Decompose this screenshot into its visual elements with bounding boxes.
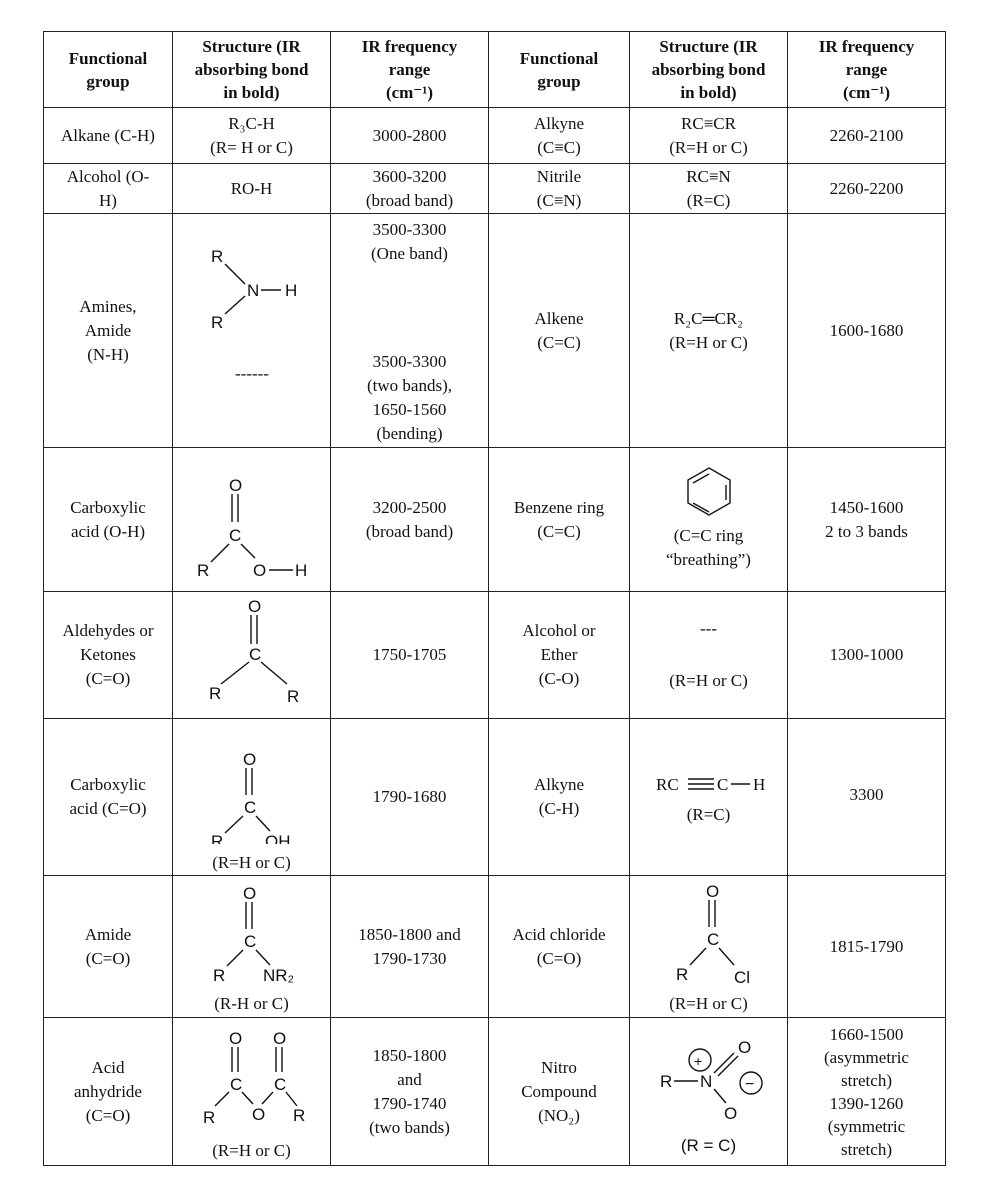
structure-cell (630, 108, 788, 164)
table-row (44, 719, 946, 876)
atom-label: C (229, 1075, 242, 1094)
atom-label: O (247, 597, 261, 616)
group-cell: Aldehydes or Ketones (C=O) (44, 592, 173, 719)
bond-line (256, 816, 270, 831)
atom-label: R (292, 1106, 305, 1125)
group-cell: Alkyne (C≡C) (489, 108, 630, 164)
ir-frequency-table (43, 31, 946, 1166)
frequency-two-bands: 3500-3300 (two bands), 1650-1560 (bending) (367, 352, 452, 443)
table-row (44, 448, 946, 592)
group-cell: Benzene ring (C=C) (489, 448, 630, 592)
atom-label: R (196, 561, 209, 580)
header-functional-group-2: Functional group (489, 32, 630, 108)
charge-label: − (744, 1076, 754, 1093)
structure-cell (630, 448, 788, 592)
group-cell: Carboxylic acid (O-H) (44, 448, 173, 592)
structure-note: (R=H or C) (669, 671, 748, 690)
group-cell: Alkene (C=C) (489, 214, 630, 448)
structure-cell (630, 164, 788, 214)
atom-label: OH (264, 832, 290, 844)
bond-line (690, 948, 706, 965)
frequency-cell: 1600-1680 (788, 214, 946, 448)
structure-note: (C=C ring “breathing”) (666, 526, 751, 569)
bond-line (225, 264, 245, 284)
structure-cell (630, 719, 788, 876)
structure-note: (R=H or C) (212, 853, 291, 872)
frequency-one-band: 3500-3300 (One band) (371, 220, 448, 263)
structure-cell (173, 448, 331, 592)
group-cell: Amines, Amide (N-H) (44, 214, 173, 448)
atom-label: R (210, 247, 223, 266)
group-cell: Alkane (C-H) (44, 108, 173, 164)
structure-cell (173, 719, 331, 876)
terminal-alkyne-drawing (634, 768, 784, 796)
table-row (44, 592, 946, 719)
frequency-cell (331, 214, 489, 448)
header-structure-1: Structure (IR absorbing bond in bold) (173, 32, 331, 108)
atom-label: O (242, 884, 256, 903)
charge-label: + (693, 1053, 702, 1069)
atom-label: O (228, 476, 242, 495)
frequency-cell: 1660-1500 (asymmetric stretch) 1390-1260 (symmetric stretch) (788, 1018, 946, 1166)
bond-line (256, 950, 270, 965)
table-row (44, 164, 946, 214)
structure-note: (R=H or C) (669, 137, 748, 157)
atom-label: H (752, 774, 765, 794)
atom-label: C (706, 930, 719, 949)
structure-note: (R=H or C) (669, 994, 748, 1013)
atom-label: R (210, 832, 223, 844)
atom-label: RC (655, 774, 679, 794)
structure-dash: --- (700, 619, 717, 638)
group-cell: Alcohol (O- H) (44, 164, 173, 214)
header-frequency-1: IR frequency range (cm⁻¹) (331, 32, 489, 108)
table-row (44, 876, 946, 1018)
structure-cell: RO-H (173, 164, 331, 214)
atom-label: O (252, 561, 266, 580)
atom-label: R (675, 965, 688, 984)
frequency-cell: 3600-3200 (broad band) (331, 164, 489, 214)
group-cell: Nitrile (C≡N) (489, 164, 630, 214)
atom-label: O (251, 1105, 265, 1124)
atom-label: C (243, 932, 256, 951)
group-cell: Nitro Compound (NO₂) (489, 1018, 630, 1166)
atom-label: N (246, 281, 259, 300)
nitro-compound-drawing (634, 1025, 784, 1137)
atom-label: R (659, 1072, 672, 1091)
table-row (44, 108, 946, 164)
header-structure-2: Structure (IR absorbing bond in bold) (630, 32, 788, 108)
table-row (44, 1018, 946, 1166)
bond-line (211, 544, 229, 562)
frequency-cell: 1450-1600 2 to 3 bands (788, 448, 946, 592)
bond-line (719, 948, 734, 965)
atom-label: C (228, 526, 241, 545)
bond-line (215, 1092, 229, 1106)
frequency-cell: 2260-2200 (788, 164, 946, 214)
structure-cell (630, 214, 788, 448)
atom-label: O (228, 1029, 242, 1048)
structure-cell (173, 876, 331, 1018)
structure-cell: R₃C-H (R= H or C) (173, 108, 331, 164)
atom-label: H (294, 561, 307, 580)
header-functional-group-1: Functional group (44, 32, 173, 108)
acid-chloride-drawing (634, 877, 784, 985)
frequency-cell: 1815-1790 (788, 876, 946, 1018)
group-cell: Carboxylic acid (C=O) (44, 719, 173, 876)
structure-cell (630, 1018, 788, 1166)
frequency-cell: 3000-2800 (331, 108, 489, 164)
frequency-cell: 2260-2100 (788, 108, 946, 164)
atom-label: R (286, 687, 299, 706)
atom-label: H (284, 281, 297, 300)
bond-line (225, 816, 243, 833)
structure-dash: ------ (234, 364, 269, 383)
frequency-cell: 1850-1800 and 1790-1740 (two bands) (331, 1018, 489, 1166)
structure-note: (R=C) (686, 804, 731, 824)
atom-label: R (212, 966, 225, 985)
bond-line (227, 950, 243, 966)
carboxylic-acid-oh-drawing (177, 448, 327, 584)
structure-cell (630, 876, 788, 1018)
atom-label: Cl (733, 968, 750, 985)
structure-formula: RC≡N (686, 166, 731, 186)
header-frequency-2: IR frequency range (cm⁻¹) (788, 32, 946, 108)
bond-line (225, 296, 245, 314)
frequency-cell: 1790-1680 (331, 719, 489, 876)
structure-cell (630, 592, 788, 719)
group-cell: Acid chloride (C=O) (489, 876, 630, 1018)
ketone-structure-drawing (177, 592, 327, 711)
amine-structure-drawing (177, 214, 327, 440)
structure-cell (173, 214, 331, 448)
structure-formula: RC≡CR (681, 113, 736, 133)
structure-cell (173, 1018, 331, 1166)
frequency-cell: 1300-1000 (788, 592, 946, 719)
atom-label: O (737, 1038, 751, 1057)
header-row (44, 32, 946, 108)
atom-label: C (243, 798, 256, 817)
atom-label: N (699, 1072, 712, 1091)
atom-label: R (202, 1108, 215, 1127)
amide-co-drawing (177, 877, 327, 985)
frequency-cell: 3200-2500 (broad band) (331, 448, 489, 592)
atom-label: C (716, 774, 728, 794)
group-cell: Alcohol or Ether (C-O) (489, 592, 630, 719)
bond-line (714, 1089, 726, 1103)
structure-note: (R=H or C) (212, 1141, 291, 1160)
bond-line (242, 1092, 253, 1104)
frequency-cell: 3300 (788, 719, 946, 876)
atom-label: NR₂ (262, 966, 294, 985)
group-cell: Alkyne (C-H) (489, 719, 630, 876)
frequency-cell: 1850-1800 and 1790-1730 (331, 876, 489, 1018)
group-cell: Amide (C=O) (44, 876, 173, 1018)
structure-note: (R=H or C) (669, 332, 748, 352)
group-cell: Acid anhydride (C=O) (44, 1018, 173, 1166)
benzene-ring-icon (679, 467, 739, 517)
frequency-cell: 1750-1705 (331, 592, 489, 719)
atom-label: O (705, 882, 719, 901)
structure-note: (R=C) (686, 190, 731, 210)
carboxylic-acid-co-drawing (177, 719, 327, 844)
atom-label: R (210, 313, 223, 332)
bond-line (221, 662, 249, 684)
bond-line (262, 1092, 273, 1104)
atom-label: O (272, 1029, 286, 1048)
atom-label: O (723, 1104, 737, 1123)
atom-label: R (208, 684, 221, 703)
atom-label: O (242, 750, 256, 769)
structure-cell (173, 592, 331, 719)
atom-label: C (248, 645, 261, 664)
anhydride-drawing (177, 1020, 327, 1132)
bond-line (261, 662, 287, 684)
table-row (44, 214, 946, 448)
atom-label: C (273, 1075, 286, 1094)
structure-formula: R₂C═CR₂ (673, 308, 744, 328)
structure-note: (R-H or C) (214, 994, 289, 1013)
bond-line (286, 1092, 297, 1106)
structure-note: (R = C) (680, 1136, 737, 1155)
bond-line (241, 544, 255, 558)
